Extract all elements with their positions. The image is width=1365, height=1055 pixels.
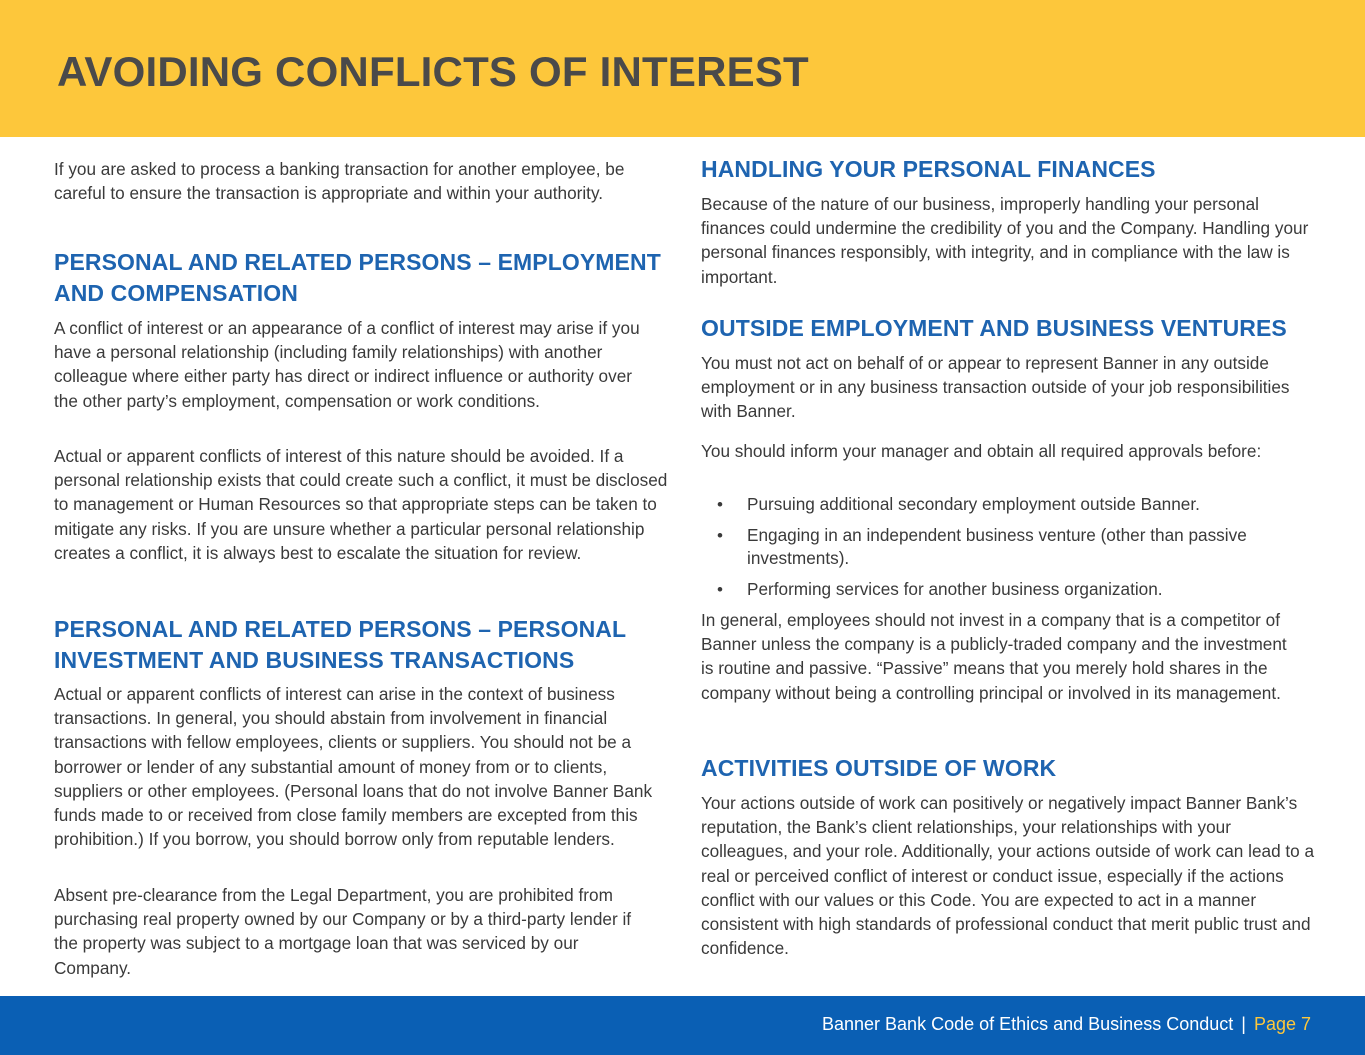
intro-paragraph: If you are asked to process a banking transaction for another employee, be careful to ensure the transaction is appropriate and within your authority. [54, 159, 625, 204]
page-number: Page 7 [1253, 1014, 1311, 1034]
activities-outside-work-paragraph: Your actions outside of work can positively or negatively impact Banner Bank’s reputation, the Bank’s client relationships, your relationships with your colleagues, and your role. Additionally, your actions outside of work can lead to a real or perceived conflict of interest or conduct issue, especially if the actions conflict with our values or this Code. You are expected to act in a manner consistent with high standards of professional conduct that merit public trust and confidence. [701, 793, 1315, 959]
list-item: • Pursuing additional secondary employment outside Banner. [717, 494, 1200, 514]
bullet-icon: • [717, 526, 723, 545]
section-heading-employment-compensation: PERSONAL AND RELATED PERSONS – EMPLOYMENT AND COMPENSATION [54, 249, 661, 306]
section-heading-personal-finances: HANDLING YOUR PERSONAL FINANCES [701, 156, 1156, 182]
bullet-icon: • [717, 580, 723, 599]
list-item: • Engaging in an independent business venture (other than passive investments). [717, 525, 1247, 568]
employment-compensation-paragraph-1: A conflict of interest or an appearance of a conflict of interest may arise if you have a personal relationship (including family relationships) with another colleague where either party has direct or indirect influence or authority over the other party’s employment, compensation or work conditions. [54, 318, 640, 411]
page-footer [0, 996, 1365, 1055]
footer-text [822, 1013, 1311, 1035]
bullet-icon: • [717, 495, 723, 514]
section-heading-investment-transactions: PERSONAL AND RELATED PERSONS – PERSONAL INVESTMENT AND BUSINESS TRANSACTIONS [54, 616, 626, 673]
outside-employment-paragraph-2: You should inform your manager and obtain all required approvals before: [701, 441, 1262, 461]
list-item: • Performing services for another business organization. [717, 579, 1163, 599]
investment-transactions-paragraph-2: Absent pre-clearance from the Legal Department, you are prohibited from purchasing real property owned by our Company or by a third-party lender if the property was subject to a mortgage loan that was serviced by our Company. [54, 885, 632, 978]
investment-transactions-paragraph-1: Actual or apparent conflicts of interest can arise in the context of business transactions. In general, you should abstain from involvement in financial transactions with fellow employees, clients or suppliers. You should not be a borrower or lender of any substantial amount of money from or to clients, suppliers or other employees. (Personal loans that do not involve Banner Bank funds made to or received from close family members are excepted from this prohibition.) If you borrow, you should borrow only from reputable lenders. [54, 684, 653, 850]
outside-employment-paragraph-1: You must not act on behalf of or appear to represent Banner in any outside employment or in any business transaction outside of your job responsibilities with Banner. [701, 353, 1290, 422]
page-title: AVOIDING CONFLICTS OF INTEREST [57, 48, 809, 95]
employment-compensation-paragraph-2: Actual or apparent conflicts of interest of this nature should be avoided. If a personal relationship exists that could create such a conflict, it must be disclosed to management or Human Resources so that appropriate steps can be taken to mitigate any risks. If you are unsure whether a particular personal relationship creates a conflict, it is always best to escalate the situation for review. [54, 446, 668, 563]
page-header [0, 0, 1365, 137]
approval-requirements-list [701, 493, 1319, 601]
footer-separator: | [1241, 1014, 1246, 1034]
section-heading-outside-employment: OUTSIDE EMPLOYMENT AND BUSINESS VENTURES [701, 315, 1287, 341]
personal-finances-paragraph: Because of the nature of our business, improperly handling your personal finances could undermine the credibility of you and the Company. Handling your personal finances responsibly, with integrity, and in compliance with the law is important. [701, 194, 1309, 287]
document-title: Banner Bank Code of Ethics and Business Conduct [822, 1014, 1234, 1034]
outside-employment-paragraph-3: In general, employees should not invest in a company that is a competitor of Banner unless the company is a publicly-traded company and the investment is routine and passive. “Passive” means that you merely hold shares in the company without being a controlling principal or involved in its management. [701, 610, 1287, 703]
section-heading-activities-outside-work: ACTIVITIES OUTSIDE OF WORK [701, 755, 1057, 781]
